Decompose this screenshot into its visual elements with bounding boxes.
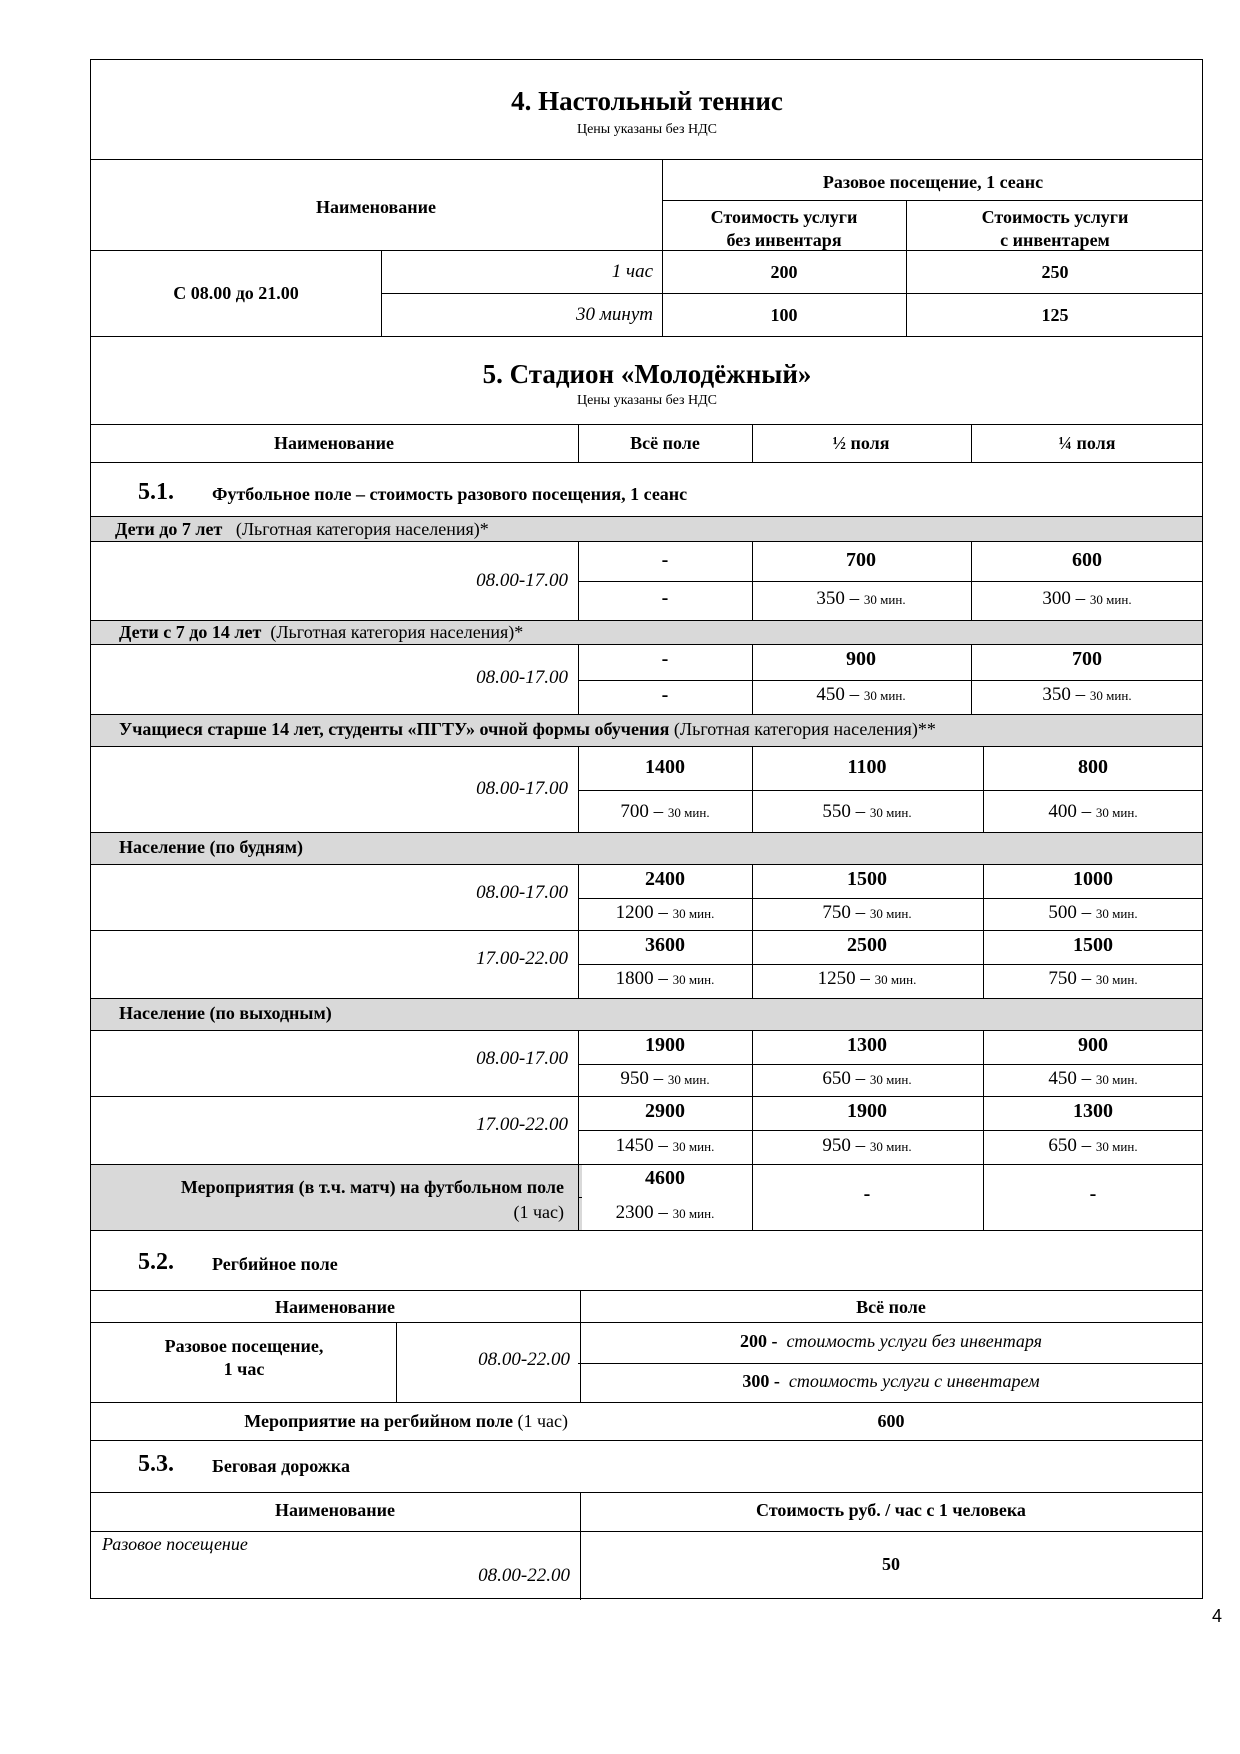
cat4-r1-quarter-30: 500 – 30 мин. — [1048, 902, 1138, 923]
cat5-r1-full: 1900 — [645, 1034, 685, 1056]
rugby-visit-label-2: 1 час — [223, 1359, 265, 1379]
tennis-col-group: Разовое посещение, 1 сеанс — [822, 172, 1044, 192]
category-children-7-label: Дети до 7 лет (Льготная категория населения)* — [115, 519, 489, 539]
track-time: 08.00-22.00 — [478, 1565, 570, 1586]
tennis-title: 4. Настольный теннис — [511, 86, 783, 116]
cat3-time: 08.00-17.00 — [476, 778, 568, 799]
rugby-time: 08.00-22.00 — [478, 1349, 570, 1370]
cat1-quarter: 600 — [1072, 549, 1102, 571]
tennis-subtitle: Цены указаны без НДС — [576, 122, 718, 137]
cat4-r2-time: 17.00-22.00 — [476, 948, 568, 969]
cat5-r1-quarter: 900 — [1078, 1034, 1108, 1056]
stadium-title: 5. Стадион «Молодёжный» — [482, 359, 812, 389]
cat5-r2-quarter-30: 650 – 30 мин. — [1048, 1135, 1138, 1156]
rugby-col-full: Всё поле — [856, 1297, 926, 1317]
football-section-number: 5.1. — [138, 479, 174, 505]
rugby-section-number: 5.2. — [138, 1249, 174, 1275]
cat5-r1-quarter-30: 450 – 30 мин. — [1048, 1068, 1138, 1089]
stadium-subtitle: Цены указаны без НДС — [576, 393, 718, 408]
cat1-full: - — [661, 549, 669, 571]
cat4-r1-full: 2400 — [645, 868, 685, 890]
cat5-r2-half: 1900 — [847, 1100, 887, 1122]
cat5-r1-time: 08.00-17.00 — [476, 1048, 568, 1069]
cat3-quarter-30: 400 – 30 мин. — [1048, 801, 1138, 822]
category-children-7-14-label: Дети с 7 до 14 лет (Льготная категория населения)* — [119, 622, 524, 642]
track-col-price: Стоимость руб. / час с 1 человека — [756, 1500, 1026, 1520]
tennis-price-inv-2: 125 — [1041, 305, 1069, 325]
rugby-col-name: Наименование — [275, 1297, 395, 1317]
track-price: 50 — [882, 1554, 900, 1574]
cat5-r2-half-30: 950 – 30 мин. — [822, 1135, 912, 1156]
cat3-full-30: 700 – 30 мин. — [620, 801, 710, 822]
tennis-col-inventory-1: Стоимость услуги — [981, 207, 1129, 227]
cat4-r2-quarter-30: 750 – 30 мин. — [1048, 968, 1138, 989]
tennis-col-name: Наименование — [316, 197, 436, 217]
cat1-quarter-30: 300 – 30 мин. — [1042, 588, 1132, 609]
tennis-price-no-inv-1: 200 — [770, 262, 798, 282]
tennis-time: С 08.00 до 21.00 — [173, 283, 299, 303]
category-weekdays-label: Население (по будням) — [119, 837, 304, 857]
stadium-col-full: Всё поле — [630, 433, 700, 453]
cat4-r1-half: 1500 — [847, 868, 887, 890]
cat4-r2-full: 3600 — [645, 934, 685, 956]
rugby-visit-label-1: Разовое посещение, — [164, 1336, 324, 1356]
cat4-r1-half-30: 750 – 30 мин. — [822, 902, 912, 923]
events-quarter: - — [1089, 1183, 1097, 1205]
cat1-full-30: - — [661, 587, 669, 609]
cat2-full-30: - — [661, 684, 669, 706]
rugby-section-title: Регбийное поле — [212, 1254, 338, 1274]
cat4-r2-half: 2500 — [847, 934, 887, 956]
cat4-r2-full-30: 1800 – 30 мин. — [615, 968, 715, 989]
rugby-price-inventory: 300 - стоимость услуги с инвентарем — [742, 1371, 1040, 1391]
track-col-name: Наименование — [275, 1500, 395, 1520]
tennis-duration-1: 1 час — [611, 261, 653, 282]
events-half: - — [863, 1183, 871, 1205]
cat2-time: 08.00-17.00 — [476, 667, 568, 688]
cat2-half-30: 450 – 30 мин. — [816, 684, 906, 705]
rugby-price-no-inventory: 200 - стоимость услуги без инвентаря — [739, 1331, 1043, 1351]
stadium-col-quarter: ¼ поля — [1058, 433, 1116, 453]
category-weekends-label: Население (по выходным) — [119, 1003, 332, 1023]
cat4-r1-quarter: 1000 — [1073, 868, 1113, 890]
tennis-col-no-inventory-1: Стоимость услуги — [710, 207, 858, 227]
tennis-price-no-inv-2: 100 — [770, 305, 798, 325]
track-section-number: 5.3. — [138, 1451, 174, 1477]
rugby-event-label: Мероприятие на регбийном поле (1 час) — [244, 1411, 568, 1431]
cat4-r2-quarter: 1500 — [1073, 934, 1113, 956]
cat2-half: 900 — [846, 648, 876, 670]
tennis-col-inventory-2: с инвентарем — [1000, 230, 1110, 250]
events-full: 4600 — [645, 1167, 685, 1189]
cat3-quarter: 800 — [1078, 756, 1108, 778]
track-visit-label: Разовое посещение — [102, 1534, 248, 1554]
cat4-r1-time: 08.00-17.00 — [476, 882, 568, 903]
football-section-title: Футбольное поле – стоимость разового посещения, 1 сеанс — [212, 484, 688, 504]
tennis-col-no-inventory-2: без инвентаря — [726, 230, 842, 250]
cat5-r2-full-30: 1450 – 30 мин. — [615, 1135, 715, 1156]
cat4-r2-half-30: 1250 – 30 мин. — [817, 968, 917, 989]
track-section-title: Беговая дорожка — [212, 1456, 350, 1476]
cat3-full: 1400 — [645, 756, 685, 778]
cat1-half: 700 — [846, 549, 876, 571]
cat1-half-30: 350 – 30 мин. — [816, 588, 906, 609]
cat3-half-30: 550 – 30 мин. — [822, 801, 912, 822]
cat3-half: 1100 — [847, 756, 887, 778]
events-full-30: 2300 – 30 мин. — [615, 1202, 715, 1223]
cat5-r2-time: 17.00-22.00 — [476, 1114, 568, 1135]
football-events-label: Мероприятия (в т.ч. матч) на футбольном поле — [180, 1177, 564, 1197]
cat5-r2-quarter: 1300 — [1073, 1100, 1113, 1122]
tennis-price-inv-1: 250 — [1041, 262, 1069, 282]
cat5-r1-half: 1300 — [847, 1034, 887, 1056]
page-number: 4 — [1212, 1606, 1223, 1626]
cat5-r2-full: 2900 — [645, 1100, 685, 1122]
cat5-r1-half-30: 650 – 30 мин. — [822, 1068, 912, 1089]
cat2-quarter-30: 350 – 30 мин. — [1042, 684, 1132, 705]
tennis-duration-2: 30 минут — [576, 304, 653, 325]
stadium-col-name: Наименование — [274, 433, 394, 453]
price-table — [90, 59, 1203, 1599]
cat1-time: 08.00-17.00 — [476, 570, 568, 591]
stadium-col-half: ½ поля — [832, 433, 890, 453]
cat2-quarter: 700 — [1072, 648, 1102, 670]
cat2-full: - — [661, 648, 669, 670]
cat4-r1-full-30: 1200 – 30 мин. — [615, 902, 715, 923]
football-events-duration: (1 час) — [513, 1202, 564, 1222]
cat5-r1-full-30: 950 – 30 мин. — [620, 1068, 710, 1089]
category-students-label: Учащиеся старше 14 лет, студенты «ПГТУ» очной формы обучения (Льготная категория населения)** — [119, 719, 936, 739]
rugby-event-price: 600 — [877, 1411, 905, 1431]
